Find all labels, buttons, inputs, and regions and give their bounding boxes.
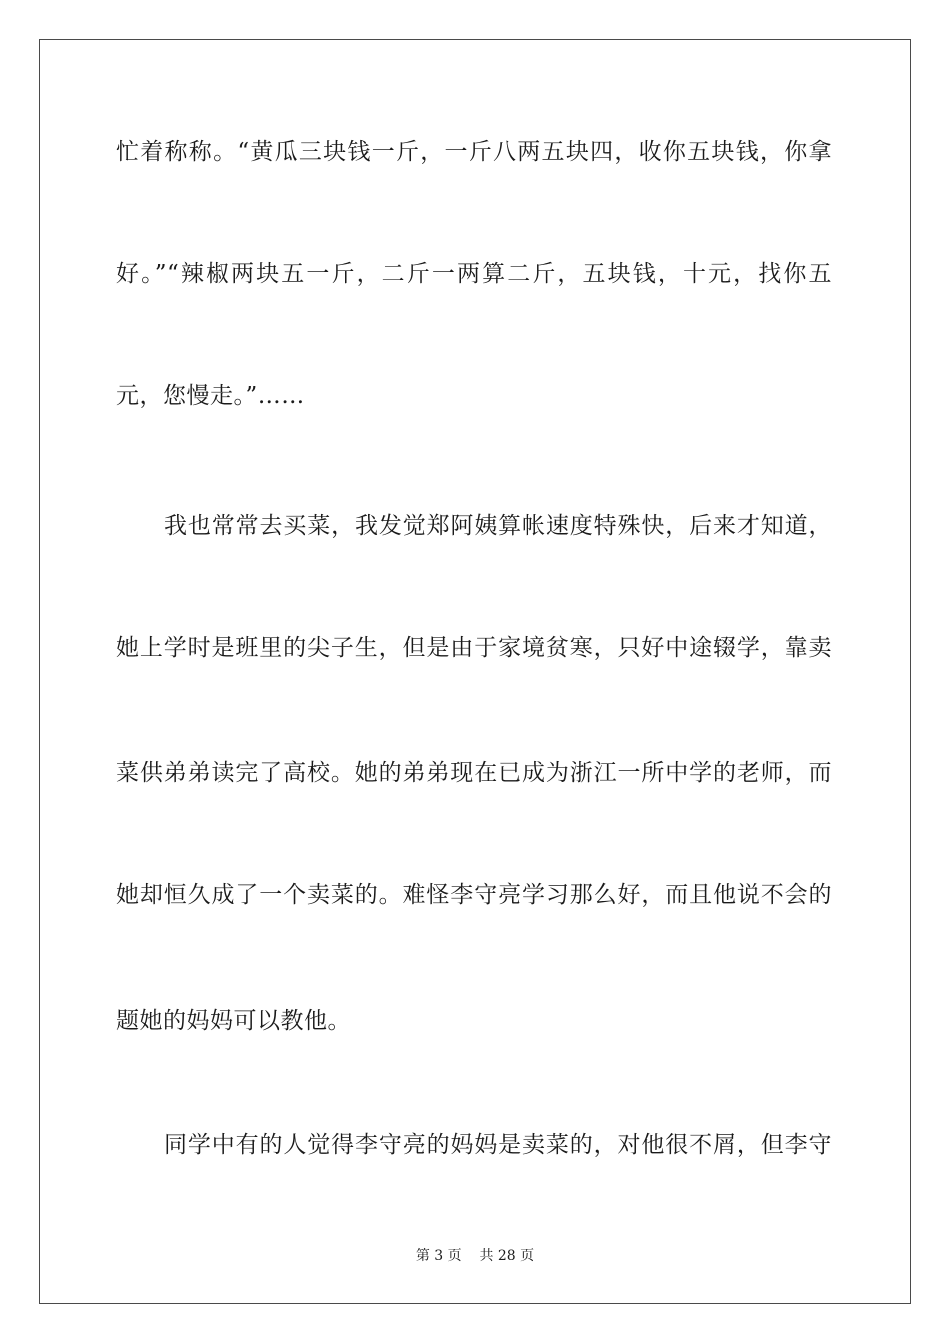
paragraph-line: 她上学时是班里的尖子生，但是由于家境贫寒，只好中途辍学，靠卖 xyxy=(116,635,832,661)
paragraph-line: 同学中有的人觉得李守亮的妈妈是卖菜的，对他很不屑，但李守 xyxy=(164,1132,832,1158)
paragraph-line: 忙着称称。“黄瓜三块钱一斤，一斤八两五块四，收你五块钱，你拿 xyxy=(116,139,832,165)
paragraph-line: 好。”“辣椒两块五一斤，二斤一两算二斤，五块钱，十元，找你五 xyxy=(116,261,832,287)
page-footer xyxy=(0,1246,950,1266)
paragraph-line: 她却恒久成了一个卖菜的。难怪李守亮学习那么好，而且他说不会的 xyxy=(116,882,832,908)
paragraph-line: 元，您慢走。”…… xyxy=(116,383,305,409)
paragraph-line: 我也常常去买菜，我发觉郑阿姨算帐速度特殊快，后来才知道， xyxy=(164,513,832,539)
paragraph-line: 题她的妈妈可以教他。 xyxy=(116,1008,351,1034)
page-number: 第 3 页 xyxy=(415,1248,462,1264)
paragraph-line: 菜供弟弟读完了高校。她的弟弟现在已成为浙江一所中学的老师，而 xyxy=(116,760,832,786)
page-border xyxy=(39,39,911,1304)
page-total: 共 28 页 xyxy=(479,1248,535,1264)
